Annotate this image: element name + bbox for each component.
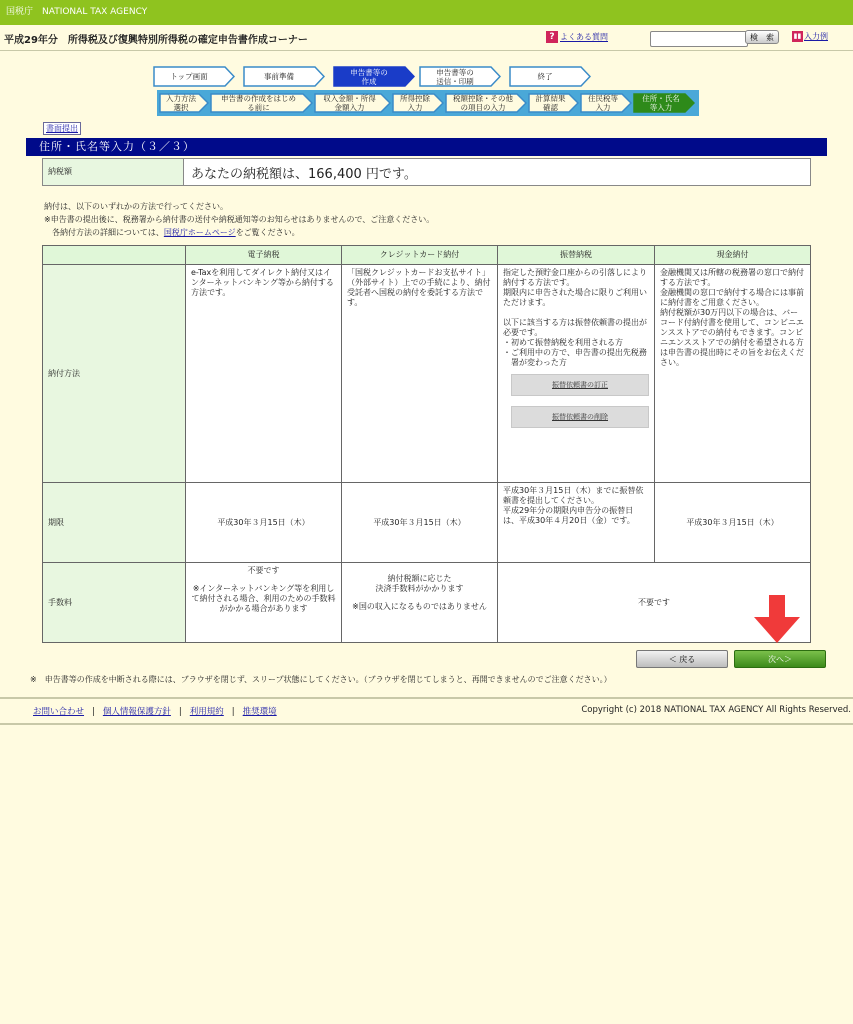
header-etax: 電子納税 [186, 246, 342, 265]
footer-link-environment[interactable]: 推奨環境 [242, 707, 277, 717]
cell-method-transfer [498, 265, 655, 483]
header-cash: 現金納付 [655, 246, 811, 265]
cell-deadline-credit: 平成30年３月15日（木） [342, 483, 498, 563]
cell-method-cash: 金融機関又は所轄の税務署の窓口で納付する方法です。 金融機関の窓口で納付する場合には事前に納付書をご用意ください。 納付税額が30万円以下の場合は、バーコード付納付書を使用して、コンビニエンスストアでの納付もできます。コンビニエンスストアでの納付を希望される方は申告書の提出時にその旨をお伝えください。 [655, 265, 811, 483]
progress-step-label: 申告書等の 送信・印刷 [436, 67, 474, 86]
question-icon: ? [546, 31, 558, 43]
copyright: Copyright (c) 2018 NATIONAL TAX AGENCY All Rights Reserved. [581, 705, 851, 715]
sub-step-6 [528, 93, 579, 113]
tax-amount-box [42, 158, 811, 186]
faq-label: よくある質問 [560, 32, 608, 42]
progress-step-label: 事前準備 [264, 72, 294, 81]
progress-step-2 [243, 66, 325, 87]
footer-separator: | [178, 707, 182, 717]
sub-step-label: 申告書の作成をはじめ る前に [221, 94, 296, 112]
sub-step-8 [633, 93, 695, 113]
progress-step-5 [509, 66, 591, 87]
fee-etax-main: 不要です [247, 566, 280, 575]
sub-step-2 [210, 93, 313, 113]
tax-label-text: 納税額 [48, 167, 72, 176]
cell-deadline-transfer: 平成30年３月15日（木）までに振替依頼書を提出してください。 平成29年分の期限内申告分の振替日は、平成30年４月20日（金）です。 [498, 483, 655, 563]
row-label-deadline: 期限 [43, 483, 186, 563]
header-credit: クレジットカード納付 [342, 246, 498, 265]
payment-notes [44, 200, 434, 239]
next-button[interactable]: 次へ＞ [734, 650, 826, 668]
header-transfer: 振替納税 [498, 246, 655, 265]
table-row-fee [43, 563, 811, 643]
sub-step-label: 計算結果 確認 [535, 94, 566, 112]
page-title: 平成29年分 所得税及び復興特別所得税の確定申告書作成コーナー [4, 35, 308, 46]
input-example-link[interactable] [792, 31, 828, 42]
sub-step-1 [159, 93, 209, 113]
table-row-method [43, 265, 811, 483]
section-title: 住所・氏名等入力（３／３） [39, 140, 195, 153]
sub-step-label: 所得控除 入力 [400, 94, 430, 112]
row-label-fee: 手数料 [43, 563, 186, 643]
sub-step-label: 収入金額・所得 金額入力 [323, 94, 376, 112]
search-button[interactable]: 検 索 [745, 30, 779, 44]
sub-step-3 [314, 93, 391, 113]
header-empty [43, 246, 186, 265]
sub-step-label: 税額控除・その他 の項目の入力 [453, 94, 513, 112]
top-bar [0, 0, 853, 25]
cell-fee-others: 不要です [498, 563, 811, 643]
payment-methods-table [42, 245, 811, 643]
cell-fee-etax [186, 563, 342, 643]
transfer-bullet-2: ・ご利用中の方で、申告書の提出先税務署が変わった方 [503, 348, 647, 367]
note-line-3-prefix: 各納付方法の詳細については、 [44, 228, 164, 237]
sub-step-5 [445, 93, 527, 113]
footer-links [33, 705, 277, 717]
note-line-3-suffix: をご覧ください。 [235, 228, 300, 237]
footer-separator: | [92, 707, 95, 717]
back-button[interactable]: ＜ 戻る [636, 650, 728, 668]
nta-homepage-link[interactable]: 国税庁ホームページ [163, 228, 236, 237]
note-line-2: ※申告書の提出後に、税務署から納付書の送付や納税通知等のお知らせはありませんので、ご注意ください。 [44, 215, 435, 224]
sub-step-label: 住民税等 入力 [588, 94, 618, 112]
note-line-1: 納付は、以下のいずれかの方法で行ってください。 [44, 202, 228, 211]
progress-step-3 [333, 66, 415, 87]
section-header [26, 138, 827, 156]
transfer-desc-1: 指定した預貯金口座からの引落しにより納付する方法です。 期限内に申告された場合に限りご利用いただけます。 [503, 268, 647, 307]
cell-method-etax: e-Taxを利用してダイレクト納付又はインターネットバンキング等から納付する方法です。 [186, 265, 342, 483]
cell-deadline-etax: 平成30年３月15日（木） [186, 483, 342, 563]
book-icon: ▮▮ [793, 32, 802, 40]
search-input[interactable] [650, 31, 748, 47]
transfer-bullet-1: ・初めて振替納税を利用される方 [503, 338, 623, 347]
progress-step-label: 申告書等の 作成 [350, 67, 388, 86]
table-header-row [43, 246, 811, 265]
row-label-method: 納付方法 [43, 265, 186, 483]
progress-step-label: トップ画面 [170, 72, 208, 81]
footer-separator: | [231, 707, 235, 717]
sub-progress-steps [157, 90, 699, 116]
input-example-label: 入力例 [804, 32, 828, 41]
transfer-desc-2: 以下に該当する方は振替依頼書の提出が必要です。 [503, 318, 647, 337]
fee-etax-note: ※インターネットバンキング等を利用して納付される場合、利用のための手数料がかかる場合があります [191, 584, 336, 613]
progress-step-label: 終了 [537, 72, 553, 81]
fee-credit-note: ※国の収入になるものではありません [352, 602, 487, 611]
sub-step-7 [580, 93, 632, 113]
footer-link-privacy[interactable]: 個人情報保護方針 [102, 707, 171, 717]
footnote: ※ 申告書等の作成を中断される際には、ブラウザを閉じず、スリープ状態にしてください。（ブラウザを閉じてしまうと、再開できませんのでご注意ください。） [30, 675, 612, 684]
red-down-arrow-icon [754, 595, 800, 643]
sub-step-label: 入力方法 選択 [166, 94, 196, 112]
tax-label [43, 159, 184, 185]
footer-link-terms[interactable]: 利用規約 [189, 707, 224, 717]
transfer-delete-button[interactable]: 振替依頼書の削除 [511, 406, 649, 428]
transfer-correct-button[interactable]: 振替依頼書の訂正 [511, 374, 649, 396]
sub-step-4 [392, 93, 444, 113]
faq-link[interactable] [546, 31, 608, 43]
cell-fee-credit [342, 563, 498, 643]
progress-step-1 [153, 66, 235, 87]
fee-credit-main: 納付税額に応じた 決済手数料がかかります [375, 574, 464, 593]
footer-link-contact[interactable]: お問い合わせ [33, 707, 85, 717]
note-line-3 [44, 226, 434, 239]
tax-amount-value: あなたの納税額は、166,400 円です。 [191, 167, 417, 182]
progress-step-4 [419, 66, 501, 87]
footer [0, 697, 853, 725]
agency-name: 国税庁 NATIONAL TAX AGENCY [6, 7, 148, 17]
cell-method-credit: 「国税クレジットカードお支払サイト」（外部サイト）上での手続により、納付受託者へ国税の納付を委託する方法です。 [342, 265, 498, 483]
paper-submission-link[interactable]: 書面提出 [43, 122, 81, 135]
table-row-deadline [43, 483, 811, 563]
cell-deadline-cash: 平成30年３月15日（木） [655, 483, 811, 563]
sub-step-label: 住所・氏名 等入力 [642, 94, 680, 112]
